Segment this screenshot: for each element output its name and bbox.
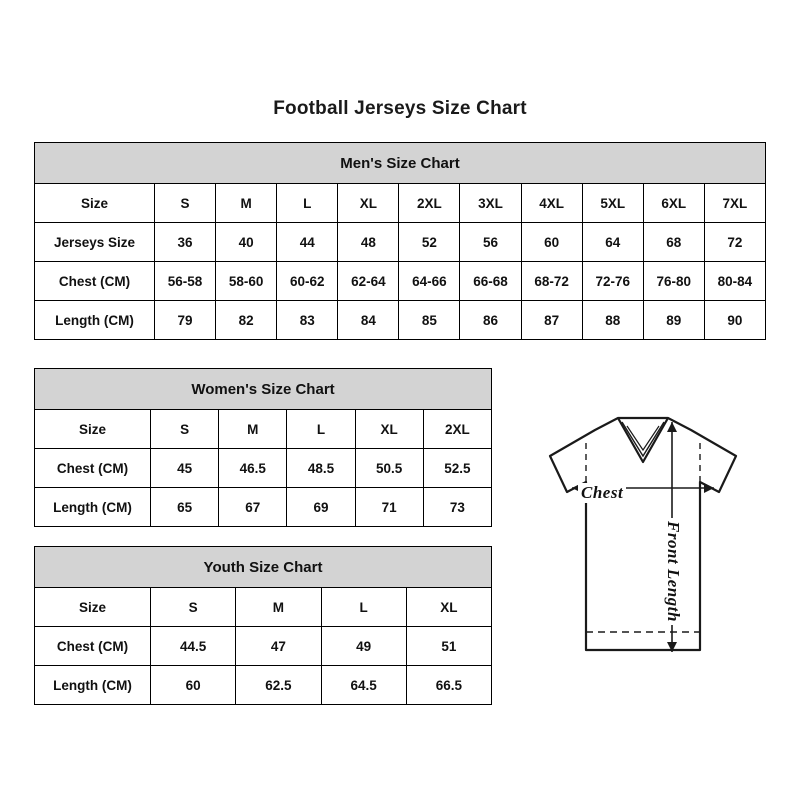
table-cell: S bbox=[151, 588, 236, 627]
table-cell: 72-76 bbox=[582, 262, 643, 301]
table-cell: 44 bbox=[277, 223, 338, 262]
table-cell: 68 bbox=[643, 223, 704, 262]
table-cell: 85 bbox=[399, 301, 460, 340]
table-cell: 72 bbox=[704, 223, 765, 262]
table-cell: XL bbox=[406, 588, 491, 627]
table-cell: 3XL bbox=[460, 184, 521, 223]
row-header-cell: Chest (CM) bbox=[35, 627, 151, 666]
table-cell: L bbox=[321, 588, 406, 627]
table-cell: 52 bbox=[399, 223, 460, 262]
table-cell: 2XL bbox=[423, 410, 491, 449]
table-caption-row bbox=[35, 369, 492, 410]
table-cell: 73 bbox=[423, 488, 491, 527]
table-caption-row bbox=[35, 143, 766, 184]
table-cell: 6XL bbox=[643, 184, 704, 223]
table-row bbox=[35, 588, 492, 627]
row-header-cell: Length (CM) bbox=[35, 301, 155, 340]
table-cell: 64 bbox=[582, 223, 643, 262]
row-header-cell: Size bbox=[35, 184, 155, 223]
table-cell: 62.5 bbox=[236, 666, 321, 705]
table-cell: 45 bbox=[151, 449, 219, 488]
table-cell: 36 bbox=[155, 223, 216, 262]
table-cell: 65 bbox=[151, 488, 219, 527]
table-cell: M bbox=[236, 588, 321, 627]
table-caption: Men's Size Chart bbox=[35, 143, 766, 184]
table-row bbox=[35, 223, 766, 262]
table-cell: 47 bbox=[236, 627, 321, 666]
table-cell: 64-66 bbox=[399, 262, 460, 301]
table-cell: 80-84 bbox=[704, 262, 765, 301]
table-cell: 60-62 bbox=[277, 262, 338, 301]
table-caption-row bbox=[35, 547, 492, 588]
table-cell: 52.5 bbox=[423, 449, 491, 488]
table-caption: Women's Size Chart bbox=[35, 369, 492, 410]
row-header-cell: Chest (CM) bbox=[35, 262, 155, 301]
row-header-cell: Length (CM) bbox=[35, 488, 151, 527]
front-length-measurement-label: Front Length bbox=[663, 518, 683, 625]
page-title: Football Jerseys Size Chart bbox=[273, 98, 527, 119]
table-cell: 67 bbox=[219, 488, 287, 527]
table-cell: 44.5 bbox=[151, 627, 236, 666]
table-row bbox=[35, 627, 492, 666]
chest-measurement-label: Chest bbox=[578, 483, 626, 503]
table-cell: L bbox=[287, 410, 355, 449]
table-cell: 90 bbox=[704, 301, 765, 340]
row-header-cell: Jerseys Size bbox=[35, 223, 155, 262]
table-cell: XL bbox=[338, 184, 399, 223]
table-cell: 68-72 bbox=[521, 262, 582, 301]
table-row bbox=[35, 301, 766, 340]
table-cell: 4XL bbox=[521, 184, 582, 223]
table-row bbox=[35, 410, 492, 449]
table-cell: 64.5 bbox=[321, 666, 406, 705]
table-row bbox=[35, 262, 766, 301]
table-cell: 40 bbox=[216, 223, 277, 262]
table-row bbox=[35, 488, 492, 527]
row-header-cell: Chest (CM) bbox=[35, 449, 151, 488]
table-cell: 50.5 bbox=[355, 449, 423, 488]
table-row bbox=[35, 666, 492, 705]
table-cell: 56-58 bbox=[155, 262, 216, 301]
mens-size-chart-table bbox=[34, 142, 766, 340]
table-cell: S bbox=[151, 410, 219, 449]
table-cell: 7XL bbox=[704, 184, 765, 223]
table-cell: 69 bbox=[287, 488, 355, 527]
table-cell: 76-80 bbox=[643, 262, 704, 301]
table-cell: 58-60 bbox=[216, 262, 277, 301]
table-cell: 87 bbox=[521, 301, 582, 340]
table-cell: 5XL bbox=[582, 184, 643, 223]
table-row bbox=[35, 184, 766, 223]
table-cell: S bbox=[155, 184, 216, 223]
table-cell: 66-68 bbox=[460, 262, 521, 301]
youth-size-chart-table bbox=[34, 546, 492, 705]
table-cell: 51 bbox=[406, 627, 491, 666]
table-cell: 79 bbox=[155, 301, 216, 340]
table-cell: M bbox=[219, 410, 287, 449]
table-cell: 49 bbox=[321, 627, 406, 666]
table-cell: 62-64 bbox=[338, 262, 399, 301]
table-row bbox=[35, 449, 492, 488]
table-cell: 88 bbox=[582, 301, 643, 340]
table-cell: M bbox=[216, 184, 277, 223]
table-cell: 86 bbox=[460, 301, 521, 340]
table-cell: L bbox=[277, 184, 338, 223]
table-caption: Youth Size Chart bbox=[35, 547, 492, 588]
table-cell: 71 bbox=[355, 488, 423, 527]
table-cell: 60 bbox=[151, 666, 236, 705]
table-cell: 46.5 bbox=[219, 449, 287, 488]
row-header-cell: Size bbox=[35, 410, 151, 449]
table-cell: 56 bbox=[460, 223, 521, 262]
table-cell: 2XL bbox=[399, 184, 460, 223]
table-cell: 48.5 bbox=[287, 449, 355, 488]
table-cell: 48 bbox=[338, 223, 399, 262]
jersey-measurement-diagram bbox=[500, 400, 786, 700]
table-cell: 83 bbox=[277, 301, 338, 340]
table-cell: 89 bbox=[643, 301, 704, 340]
table-cell: 82 bbox=[216, 301, 277, 340]
table-cell: 66.5 bbox=[406, 666, 491, 705]
table-cell: 60 bbox=[521, 223, 582, 262]
womens-size-chart-table bbox=[34, 368, 492, 527]
jersey-shirt-icon bbox=[500, 400, 786, 700]
table-cell: XL bbox=[355, 410, 423, 449]
table-cell: 84 bbox=[338, 301, 399, 340]
row-header-cell: Length (CM) bbox=[35, 666, 151, 705]
row-header-cell: Size bbox=[35, 588, 151, 627]
